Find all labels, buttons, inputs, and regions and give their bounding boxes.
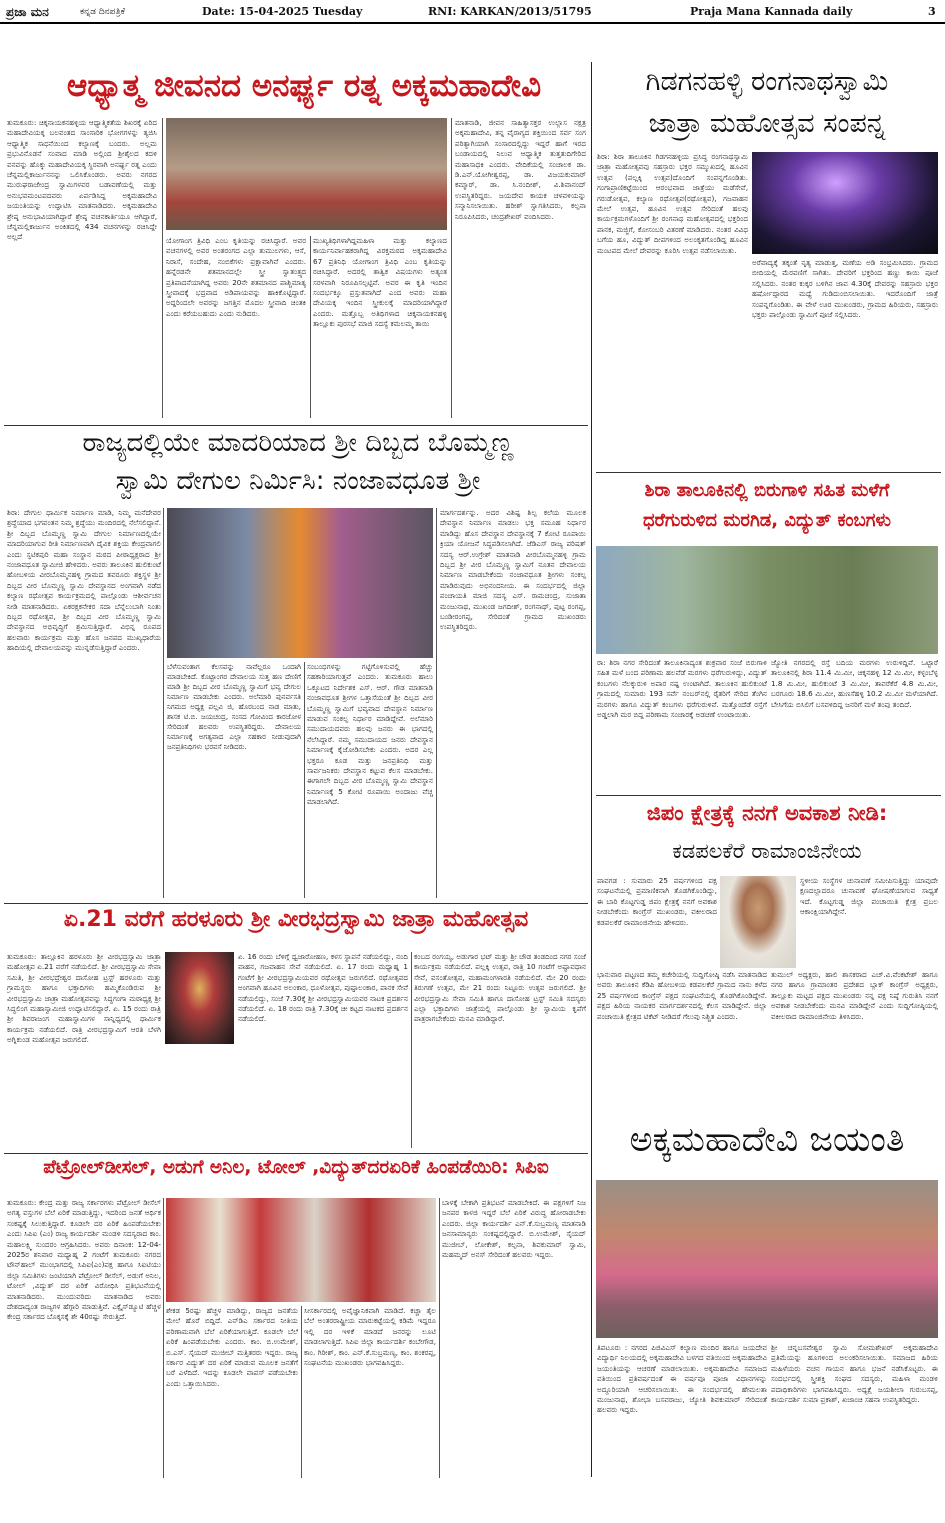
akka1-col2: ಯೋಗಾಂಗ ತ್ರಿವಿಧಿ ಎಂಬ ಕೃತಿಯನ್ನು ರಚಿಸಿದ್ದಾರೆ. ಅವರ ವಚನಗಳಲ್ಲಿ ಅವರ ಅಂತರಂಗದ ಎಲ್ಲಾ ತುಮುಲಗಳು, ಆಸೆ, ನಿರಾಸೆ, ಸಂದೇಹ, ನಂಬಿಕೆಗಳು ಪ್ರಕ್ಷಾವಾಗಿವೆ ಎಂದರು. ಹನ್ನೆರಡನೇ ಶತಮಾನದಲ್ಲೇ ಸ್ತ್ರೀ ಸ್ವಾತಂತ್ರ್ಯದ ಪ್ರತಿಪಾದನೆಯಾಗಿದ್ದ ಅವರು 20ನೇ ಶತಮಾನದ ಪಾಶ್ಚಿಮಾತ್ಯ ಸ್ತ್ರೀವಾದಕ್ಕೆ ಭದ್ರವಾದ ಅಡಿಪಾಯವನ್ನು ಹಾಕಿಕೊಟ್ಟಿದ್ದಾರೆ. ಅದ್ದರಿಂದಲೇ ಅವರನ್ನು ಜಗತ್ತಿನ ಮೊದಲ ಸ್ತ್ರೀವಾದಿ ಚಿಂತಕಿ ಎಂದು ಕರೆಯಬಹುದು ಎಂದು ನುಡಿದರು. xyxy=(166,236,306,318)
gidaga-headline-1: ಗಿಡಗನಹಳ್ಳಿ ರಂಗನಾಥಸ್ವಾಮಿ xyxy=(645,68,889,97)
dibbada-col1: ಶಿರಾ: ದೇಗುಲ ಧಾರ್ಮಿಕ ನಿರ್ಮಾಣ ಮಾಡಿ, ನಿಮ್ಮ ಮನೆದೇವರ ಶ್ರದ್ಧೆಯಾದ ಭಗವಂತನ ನಿಮ್ಮ ಶ್ರದ್ಧೆಯು ಮಂದಿರದಲ್ಲಿ ನೆಲೆಸಲಿದ್ದಾನೆ. ಶ್ರೀ ದಿಬ್ಬದ ಬೊಮ್ಮಣ್ಣ ಸ್ವಾಮಿ ದೇಗುಲ ನಿರ್ಮಾಣದಲ್ಲಿಯೇ ಮಾದರಿಯಾಗುವ ರೀತಿ ನಿರ್ಮಾಣವಾಗಿ ದೈವಿಕ ಶಕ್ತಿಯ ಕೇಂದ್ರವಾಗಲಿ ಎಂದು ಸ್ಫಟಿಕಪುರಿ ಮಹಾ ಸಂಸ್ಥಾನ ಮಠದ ಪೀಠಾಧ್ಯಕ್ಷರಾದ ಶ್ರೀ ನಂಜಾವಧೂತ ಸ್ವಾಮೀಜಿ ಹೇಳಿದರು. ಅವರು ತಾಲೂಕಿನ ಹುಲಿಕುಂಟೆ ಹೋಬಳಿಯ ವೀರಬೊಮ್ಮನಹಳ್ಳಿ ಗ್ರಾಮದ ತವರೂರು ಶಕ್ತಿಸ್ಥಳ ಶ್ರೀ ದಿಬ್ಬದ ವೀರ ಬೊಮ್ಮಣ್ಣ ಸ್ವಾಮಿ ದೇವಸ್ಥಾನದ ಅಂಗವಾಗಿ ನಡೆದ ಕಲ್ಯಾಣ ರಥೋತ್ಸವ ಕಾರ್ಯಕ್ರಮದಲ್ಲಿ ಪಾಲ್ಗೊಂಡು ಆಶೀರ್ವಚನ ನೀಡಿ ಮಾತನಾಡಿದರು. ಏಕರಕ್ಷಕನೇಕರ ಸದಾ ಬೆನ್ನೆಲುಬಾಗಿ ನಿಂತು ದಿಬ್ಬದ ರಥೋತ್ಸವ, ಶ್ರೀ ದಿಬ್ಬದ ವೀರ ಬೊಮ್ಮಣ್ಣ ಸ್ವಾಮಿ ದೇವಸ್ಥಾನದ ಅಭಿವೃದ್ಧಿಗೆ ಶ್ರಮಿಸುತ್ತಿದ್ದಾರೆ. ವಿಭಿನ್ನ ರೂಪದ ಹಲವಾರು ಕಾರ್ಯಕ್ರಮ ಮತ್ತು ಹೊಸ ಜನಪದ ಮುಖ್ಯಧಾರೆಯ ಹಾದಿಯಲ್ಲಿ ದೇವಾಲಯವನ್ನು ಮುನ್ನಡೆಸುತ್ತಿದ್ದಾರೆ ಎಂದರು. xyxy=(7,508,161,653)
akka2-col2: ಶ್ರೀ ಚನ್ನಬಸವೇಶ್ವರ ಸ್ವಾಮಿ ಸೋಮಶೇಖರ್ ಅಕ್ಕಮಹಾದೇವಿ ಪ್ರತಿಮೆಯನ್ನು ಹೂಗಳಿಂದ ಅಲಂಕರಿಸಲಾಯಿತು. ಸಮಾಜದ ಹಿರಿಯ ಮಹಿಳೆಯರು ವಚನ ಗಾಯನ ಹಾಗೂ ಭಜನೆ ನಡೆಸಿಕೊಟ್ಟರು. ಈ ಸಂದರ್ಭದಲ್ಲಿ ಸ್ತ್ರೀಶಕ್ತಿ ಸಂಘದ ಸದಸ್ಯರು, ಮಹಿಳಾ ಮಂಡಳಿ ಪದಾಧಿಕಾರಿಗಳು ಭಾಗವಹಿಸಿದ್ದರು. ಅಧ್ಯಕ್ಷೆ ಜಯಶೀಲಾ ಗುರುಬಸಪ್ಪ, ಕಾರ್ಯದರ್ಶಿ ಸುಮಾ ಪ್ರಕಾಶ್, ಖಜಾಂಚಿ ಸಹನಾ ಉಪಸ್ಥಿತರಿದ್ದರು. xyxy=(771,1343,938,1405)
veerabhadra-col1: ತುಮಕೂರು: ತಾಲ್ಲೂಕಿನ ಹರಳೂರು ಶ್ರೀ ವೀರಭದ್ರಸ್ವಾಮಿ ಜಾತ್ರಾ ಮಹೋತ್ಸವ ಏ.21 ವರೆಗೆ ನಡೆಯಲಿದೆ. ಶ್ರೀ ವೀರಭದ್ರಸ್ವಾಮಿ ಸೇವಾ ಸಮಿತಿ, ಶ್ರೀ ವೀರಭದ್ರೇಶ್ವರ ದಾಸೋಹ ಟ್ರಸ್ಟ್ ಹರಳೂರು ಮತ್ತು ಗ್ರಾಮಸ್ಥರು ಹಾಗೂ ಭಕ್ತಾದಿಗಳು ಹಮ್ಮಿಕೊಂಡಿರುವ ಶ್ರೀ ವೀರಭದ್ರಸ್ವಾಮಿ ಜಾತ್ರಾ ಮಹೋತ್ಸವವನ್ನು ಸಿದ್ಧಗಂಗಾ ಮಠಾಧ್ಯಕ್ಷ ಶ್ರೀ ಸಿದ್ಧಲಿಂಗ ಮಹಾಸ್ವಾಮೀಜಿ ಉದ್ಘಾಟಿಸಲಿದ್ದಾರೆ. ಏ. 15 ರಂದು ರಾತ್ರಿ ಶ್ರೀ ಶಿವರಾಜಂಗ ಮಹಾಸ್ವಾಮಿಗಳ ಸಾನ್ನಿಧ್ಯದಲ್ಲಿ ಧಾರ್ಮಿಕ ಕಾರ್ಯಕ್ರಮ ನಡೆಯಲಿದೆ. ರಾತ್ರಿ ವೀರಭದ್ರಸ್ವಾಮಿಗೆ ಆರತಿ ಬೆಳಗಿ ಅಗ್ನಿಕುಂಡ ಮಹೋತ್ಸವ ಜರುಗಲಿದೆ. xyxy=(7,952,161,1045)
akka1-col1: ತುಮಕೂರು: ಚಿಕ್ಕನಾಯಕನಹಳ್ಳಿಯ ಆಧ್ಯಾತ್ಮಿಕತೆಯ ಶಿಖರಕ್ಕೆ ಏರಿದ ಮಹಾದೇವಿಯಕ್ಕ ಬಲವಂತದ ಸಾಂಸಾರಿಕ ಭೋಗಗಳನ್ನು ತ್ಯಜಿಸಿ ಆಧ್ಯಾತ್ಮಿಕ ಸಾಧನೆಯಿಂದ ಕಲ್ಯಾಣಕ್ಕೆ ಬಂದರು. ಅಲ್ಲಮ ಪ್ರಭುವಿನೊಡನೆ ಸಂವಾದ ಮಾಡಿ ಅಲ್ಲಿಂದ ಶ್ರೀಶೈಲದ ಕದಳಿ ವನವನ್ನು ಹೊಕ್ಕು ಮಹಾದೇವಿಯಕ್ಕ ಸ್ಥಿರವಾಗಿ ಅನರ್ಘ್ಯ ರತ್ನ ಎಂದು ಚೆನ್ನಮಲ್ಲಿಕಾರ್ಜುನನನ್ನು ಒಲಿಸಿಕೊಂಡರು. ಅವರು ನಗರದ ಮುರುಘರಾಜೇಂದ್ರ ಸ್ವಾಮಿಗಳವರ ಬಡಾವಣೆಯಲ್ಲಿ ಮತ್ತು ಅನುಭವಮಂಟಪದವರು ಏರ್ಪಡಿಸಿದ್ದ ಅಕ್ಕಮಹಾದೇವಿ ಜಯಂತಿಯನ್ನು ಉದ್ಘಾಟಿಸಿ ಮಾತನಾಡಿದರು. ಅಕ್ಕಮಹಾದೇವಿ ಶ್ರೇಷ್ಠ ಅನುಭಾವಿಯಾಗಿದ್ದಾರೆ ಶ್ರೇಷ್ಠ ವಚನಕಾರ್ತಿಯೂ ಆಗಿದ್ದಾರೆ, ಚೆನ್ನಮಲ್ಲಿಕಾರ್ಜುನ ಅಂಕಿತದಲ್ಲಿ 434 ವಚನಗಳನ್ನು ರಚಿಸಿದ್ದೇ ಅಲ್ಲದೆ xyxy=(7,118,157,242)
shira-headline-1: ಶಿರಾ ತಾಲೂಕಿನಲ್ಲಿ ಬಿರುಗಾಳಿ ಸಹಿತ ಮಳೆಗೆ xyxy=(644,482,890,501)
akka2-headline: ಅಕ್ಕಮಹಾದೇವಿ ಜಯಂತಿ xyxy=(629,1122,905,1160)
gidaga-text-1: ಶಿರಾ: ಶಿರಾ ತಾಲೂಕಿನ ಗಿಡಗನಹಳ್ಳಿಯ ಪ್ರಸಿದ್ಧ ರಂಗನಾಥಸ್ವಾಮಿ ಜಾತ್ರಾ ಮಹೋತ್ಸವವು ಸಹಸ್ರಾರು ಭಕ್ತರ ಸಮ್ಮುಖದಲ್ಲಿ ಹೂವಿನ ಉತ್ಸವ (ಪಲ್ಲಕ್ಕಿ ಉತ್ಸವ)ದೊಂದಿಗೆ ಸಂಪನ್ನಗೊಂಡಿತು. ಗಂಗಾಪ್ರಾಣಿಕಟ್ಟೆಯಿಂದ ಆರಂಭವಾದ ಜಾತ್ರೆಯು ಮಡೆಸೇವೆ, ಗರುಡೋತ್ಸವ, ಕಲ್ಯಾಣ ರಥೋತ್ಸವ(ರಥೋತ್ಸವ), ಗಜವಾಹನ ಮೇಲೆ ಉತ್ಸವ, ಹೂವಿನ ಉತ್ಸವ ಸೇರಿದಂತೆ ಹಲವು ಕಾರ್ಯಕ್ರಮಗಳೊಂದಿಗೆ ಶ್ರೀ ರಂಗನಾಥ ಮಹೋತ್ಸವದಲ್ಲಿ ಭಕ್ತರಿಂದ ಪಾನಕ, ಮಜ್ಜಿಗೆ, ಕೋಸಂಬರಿ ವಿತರಣೆ ಮಾಡಿದರು. ನಂತರ ವಿವಿಧ ಬಗೆಯ ಹೂ, ವಿದ್ಯುತ್ ದೀಪಗಳಿಂದ ಅಲಂಕೃತಗೊಂಡಿದ್ದ ಹೂವಿನ ಮಂಟಪದ ಮೇಲೆ ದೇವರನ್ನು ಕೂರಿಸಿ ಉತ್ಸವ ನಡೆಸಲಾಯಿತು. xyxy=(597,152,748,255)
shira-text-2: ಜ್ಯೋತಿ ನಗರದಲ್ಲಿ ರಸ್ತೆ ಬದಿಯ ಮರಗಳು ಉರುಳಿದ್ದಿವೆ. ಒಟ್ಟಾರೆ ತಾಲೂಕಿನಲ್ಲಿ ಶಿರಾ 11.4 ಮಿ.ಮೀ, ಚಿಕ್ಕನಹಳ್ಳಿ 12 ಮಿ.ಮೀ, ಕಳ್ಳಂಬೆಳ್ಳ 1.8 ಮಿ.ಮೀ, ಹುಲಿಕುಂಟೆ 3 ಮಿ.ಮೀ, ತಾವರೆಕೆರೆ 4.8 ಮಿ.ಮೀ, ಬರಗೂರು 18.6 ಮಿ.ಮೀ, ಹುಣಸೆಹಳ್ಳಿ 10.2 ಮಿ.ಮೀ ಮಳೆಯಾಗಿದೆ. ಬೇಸಿಗೆಯ ಬಿಸಿಲಿಗೆ ಬಸವಳಿದಿದ್ದ ಜನರಿಗೆ ಮಳೆ ತಂಪು ತಂದಿದೆ. xyxy=(771,658,938,709)
dibbada-photo xyxy=(167,508,433,658)
shira-photo xyxy=(596,546,938,654)
cpi-col1: ತುಮಕೂರು: ಕೇಂದ್ರ ಮತ್ತು ರಾಜ್ಯ ಸರ್ಕಾರಗಳು ಪೆಟ್ರೋಲ್ ಡೀಸೆಲ್ ಅಗತ್ಯ ವಸ್ತುಗಳ ಬೆಲೆ ಏರಿಕೆ ಮಾಡುತ್ತಿದ್ದು, ಇದರಿಂದ ಜನತೆ ಆರ್ಥಿಕ ಸಂಕಷ್ಟಕ್ಕೆ ಸಿಲುಕುತ್ತಿದ್ದಾರೆ. ಕೂಡಲೇ ದರ ಏರಿಕೆ ಹಿಂಪಡೆಯಬೇಕು ಎಂದು ಸಿಪಿಐ (ಎಂ) ರಾಜ್ಯ ಕಾರ್ಯದರ್ಶಿ ಮಂಡಳಿ ಸದಸ್ಯರಾದ ಕಾಂ. ಮಹಾಲಕ್ಷ್ಮಿ ಸುಂದರಂ ಆಗ್ರಹಿಸಿದರು. ಅವರು ದಿನಾಂಕ: 12-04-2025ರ ಶನಿವಾರ ಮಧ್ಯಾಹ್ನ 2 ಗಂಟೆಗೆ ತುಮಕೂರು ನಗರದ ಟೌನ್‌ಹಾಲ್ ಮುಂಭಾಗದಲ್ಲಿ ಸಿಪಿಐ(ಎಂ)ಪಕ್ಷ ಹಾಗೂ ಸಿಐಟಿಯು ಜಿಲ್ಲಾ ಸಮಿತಿಗಳು ಜಂಟಿಯಾಗಿ ಪೆಟ್ರೋಲ್ ಡೀಸೆಲ್, ಅಡುಗೆ ಅನಿಲ, ಟೋಲ್ ,ವಿದ್ಯುತ್ ದರ ಏರಿಕೆ ವಿರೋಧಿಸಿ ಪ್ರತಿಭಟನೆಯಲ್ಲಿ ಮಾತನಾಡಿದರು. ಮುಂದುವರಿದು ಮಾತನಾಡಿದ ಅವರು ದೇಶದಾದ್ಯಂತ ರಾಜ್ಯಗಳ ಹೆಗ್ಗಾರಿ ಮಾಡುತ್ತಿವೆ. ಎಕ್ಸೈಸ್‌ಡ್ಯೂಟಿ ಹೆಚ್ಚಳ ಕೇಂದ್ರ ಸರ್ಕಾರದ ಬೊಕ್ಕಸಕ್ಕೆ ಶೇ 40ರಷ್ಟು ಸೇರುತ್ತಿದೆ. xyxy=(7,1198,161,1322)
page-number: 3 xyxy=(928,5,936,18)
akka1-col4: ಮಾತನಾಡಿ, ಜೀವನ ಸಾಹಿತ್ಯಾಸಕ್ತರ ಉಲ್ಲಾಸ ನಕ್ಷತ್ರ ಅಕ್ಕಮಹಾದೇವಿ, ತನ್ನ ವೈರಾಗ್ಯದ ಶಕ್ತಿಯಿಂದ ಸರ್ವ ಸಂಗ ಪರಿತ್ಯಾಗಿಯಾಗಿ ಸಂಸಾರದಲ್ಲಿದ್ದು ಇದ್ದರೆ ಹಾಗೆ ಇರದ ಬಂಡಾಯದಲ್ಲಿ ನಿಲುವ ಆಧ್ಯಾತ್ಮಿಕ ತುತ್ತತುದಿಗೇರಿದ ಮಹಾಸಾಧಕಿ ಎಂದರು. ವೇದಿಕೆಯಲ್ಲಿ ಸಂಚಾಲಕ ಡಾ. ಡಿ.ಎನ್.ಯೋಗೀಶ್ವರಪ್ಪ, ಡಾ. ವಿಜಯಕುಮಾರ್ ಕಮ್ಮಾರ್, ಡಾ. ಸಿ.ನಂದೀಶ್, ವಿ.ಶಿವಾನಂದ್ ಉಪಸ್ಥಿತರಿದ್ದರು. ಜಯದೇವ ಕಾಯಕ ಚಳವಳಿಯನ್ನು ಸನ್ಮಾನಿಸಲಾಯಿತು. ಹರೀಶ್ ಸ್ವಾಗತಿಸಿದರು, ಕಲ್ಪನಾ ನಿರೂಪಿಸಿದರು, ಚಂದ್ರಶೇಖರ್ ವಂದಿಸಿದರು. xyxy=(455,118,586,221)
cpi-photo xyxy=(166,1198,436,1302)
akka1-col3: ಮುಖ್ಯತಿಥಿಗಳಾಗಿದ್ದಮಹಿಳಾ ಮತ್ತು ಕಲ್ಯಾಣದ ಕಾರ್ಯನಿರ್ವಾಹಕರಾಗಿದ್ದ ವಿರಕ್ತಮಠದ ಅಕ್ಕಮಹಾದೇವಿ 67 ಪ್ರತಿನಿಧಿ ಯೋಗಾಂಗ ತ್ರಿವಿಧಿ ಎಂಬ ಕೃತಿಯನ್ನು ರಚಿಸಿದ್ದಾರೆ. ಅದರಲ್ಲಿ ತಾತ್ವಿಕ ವಿಷಯಗಳು ಅತ್ಯಂತ ಸರಳವಾಗಿ ನಿರೂಪಿಸಲ್ಪಟ್ಟಿವೆ. ಅವರ ಈ ಕೃತಿ ಇಂದಿನ ಸಂದರ್ಭಕ್ಕೂ ಪ್ರಸ್ತುತವಾಗಿದೆ ಎಂದ ಅವರು ಮಹಾ ದೇವಿಯಕ್ಕ ಇಂದಿನ ಸ್ತ್ರೀಕುಲಕ್ಕೆ ಮಾದರಿಯಾಗಿದ್ದಾರೆ ಎಂದರು. ಮತ್ತೊಬ್ಬ ಅತಿಥಿಗಳಾದ ಚಿಕ್ಕನಾಯಕನಹಳ್ಳಿ ತಾಲ್ಲೂಕು ಪುರಸಭೆ ಮಾಜಿ ಸದಸ್ಯೆ ಕಮಲಮ್ಮ ತಾಯಿ xyxy=(313,236,447,329)
akka1-headline: ಆಧ್ಯಾತ್ಮ ಜೀವನದ ಅನರ್ಘ್ಯ ರತ್ನ ಅಕ್ಕಮಹಾದೇವಿ xyxy=(66,70,542,104)
jipam-headline-2: ಕಡಪಲಕೆರೆ ರಾಮಾಂಜಿನೇಯ xyxy=(672,840,862,863)
dibbada-headline-1: ರಾಜ್ಯದಲ್ಲಿಯೇ ಮಾದರಿಯಾದ ಶ್ರೀ ದಿಬ್ಬದ ಬೊಮ್ಮಣ್ಣ xyxy=(82,430,514,458)
date: Date: 15-04-2025 Tuesday xyxy=(202,5,363,18)
tagline: ಕನ್ನಡ ದಿನಪತ್ರಿಕೆ xyxy=(80,7,126,17)
gidaga-photo xyxy=(752,152,938,254)
akka2-photo xyxy=(596,1180,938,1338)
cpi-col4: ಬಾಳಕ್ಕೆ ಬೇಕಾಗಿ ಪ್ರತಿಭಟನೆ ಮಾಡಬೇಕಿದೆ. ಈ ಪಕ್ಷಗಳಿಗೆ ನಿಜ ಜನಪರ ಕಾಳಜಿ ಇದ್ದರೆ ಬೆಲೆ ಏರಿಕೆ ವಿರುದ್ಧ ಹೋರಾಡಬೇಕು ಎಂದರು. ಜಿಲ್ಲಾ ಕಾರ್ಯದರ್ಶಿ ಎನ್.ಕೆ.ಸುಬ್ರಮಣ್ಯ ಮಾತನಾಡಿ ಜನಸಾಮಾನ್ಯರು ಸಂಕಷ್ಟದಲ್ಲಿದ್ದಾರೆ. ಬಿ.ಉಮೇಶ್, ಸೈಯದ್ ಮುಜೀಬ್, ಲೋಕೇಶ್, ಕಲ್ಪನಾ, ಶಿವಕುಮಾರ್ ಸ್ವಾಮಿ, ಮಹಮ್ಮದ್ ಅನಸ್ ಸೇರಿದಂತೆ ಹಲವರು ಇದ್ದರು. xyxy=(442,1198,586,1260)
dibbada-col3: ಮಾರ್ಗದರ್ಶನ್ನು. ಅದರ ವಿಶಿಷ್ಟ ಶಿಲ್ಪ ಕಲೆಯ ಮೂಲಕ ದೇವಸ್ಥಾನ ನಿರ್ಮಾಣ ಮಾಡಲು ಭಕ್ತ ಸಮೂಹ ನಿರ್ಧಾರ ಮಾಡಿದ್ದು ಹೊಸ ದೇವಸ್ಥಾನ ದೇವಸ್ಥಾನಕ್ಕೆ 7 ಕೋಟಿ ರೂಪಾಯಿ ಕ್ರಿಯಾ ಯೋಜನೆ ಸಿದ್ಧಪಡಿಸಲಾಗಿದೆ. ಜೆಡಿಎಸ್ ರಾಜ್ಯ ಪರಿಷತ್ ಸದಸ್ಯ ಆರ್.ಉಗ್ರೇಶ್ ಮಾತನಾಡಿ ವೀರಬೊಮ್ಮನಹಳ್ಳಿ ಗ್ರಾಮ ದಿಬ್ಬದ ಶ್ರೀ ವೀರ ಬೊಮ್ಮಣ್ಣ ಸ್ವಾಮಿಗೆ ನೂತನ ದೇವಾಲಯ ನಿರ್ಮಾಣ ಮಾಡಬೇಕೆಂದು ನಂಜಾವಧೂತ ಶ್ರೀಗಳು ಸಂಕಲ್ಪ ಮಾಡಿರುವುದು ಅಭಿನಂದನೀಯ. ಈ ಸಂದರ್ಭದಲ್ಲಿ ಜಿಲ್ಲಾ ಪಂಚಾಯತಿ ಮಾಜಿ ಸದಸ್ಯ ಎಸ್. ರಾಮಚಂದ್ರ, ಸುಜಾತಾ ಮಂಜುನಾಥ, ಮುಖಂಡ ಜಗದೀಶ್, ರಂಗನಾಥ್, ಪುಟ್ಟ ರಂಗಪ್ಪ, ಬಂಡೀರಂಗಪ್ಪ, ಸೇರಿದಂತೆ ಗ್ರಾಮದ ಮುಖಂಡರು ಉಪಸ್ಥಿತರಿದ್ದರು. xyxy=(440,508,586,632)
cpi-col3: ಸೀಸರ್ಕಾರದಲ್ಲಿ ಅವೈಜ್ಞಾನಿಕವಾಗಿ ಮಾಡಿದೆ. ಕಚ್ಚಾ ತೈಲ ಬೆಲೆ ಅಂತರರಾಷ್ಟ್ರೀಯ ಮಾರುಕಟ್ಟೆಯಲ್ಲಿ ಕಡಿಮೆ ಇದ್ದರೂ ಇಲ್ಲಿ ದರ ಇಳಿಕೆ ಮಾಡದೆ ಜನರನ್ನು ಲೂಟಿ ಮಾಡಲಾಗುತ್ತಿದೆ. ಸಿಪಿಐ ಜಿಲ್ಲಾ ಕಾರ್ಯದರ್ಶಿ ಕಂಬೇಗೌಡ, ಕಾಂ. ಗಿರೀಶ್, ಕಾಂ. ಎನ್.ಕೆ.ಸುಬ್ರಮಣ್ಯ, ಕಾಂ. ಶಂಕರಪ್ಪ, ಸಂಘಟನೆಯ ಮುಖಂಡರು ಭಾಗವಹಿಸಿದ್ದರು. xyxy=(304,1306,436,1368)
shira-text-1: ರಾ: ಶಿರಾ ನಗರ ಸೇರಿದಂತೆ ತಾಲೂಕಿನಾದ್ಯಂತ ಶುಕ್ರವಾರ ಸಂಜೆ ಬಿರುಗಾಳಿ ಸಹಿತ ಮಳೆ ಬಂದ ಪರಿಣಾಮ ಹಲವೆಡೆ ಮರಗಳು ಧರೆಗುರುಳಿದ್ದು, ವಿದ್ಯುತ್ ಕಂಬಗಳು ನೆಲಕ್ಕುರುಳಿ ಅಪಾರ ನಷ್ಟ ಉಂಟಾಗಿದೆ. ತಾಲೂಕಿನ ಹುಲಿಕುಂಟೆ ಗ್ರಾಮದಲ್ಲಿ ಸುಮಾರು 193 ಸರ್ವೆ ನಂಬರ್‌ನಲ್ಲಿ ರೈತರಿಗೆ ಸೇರಿದ ತೆಂಗಿನ ಮರಗಳು ಹಾಗೂ ವಿದ್ಯುತ್ ಕಂಬಗಳು ಧರೆಗುರುಳಿವೆ. ಮತ್ತೊಂದೆಡೆ ರಸ್ತೆಗೆ ಅಡ್ಡಲಾಗಿ ಮರ ಬಿದ್ದ ಪರಿಣಾಮ ಸಂಚಾರಕ್ಕೆ ಅಡಚಣೆ ಉಂಟಾಯಿತು. xyxy=(597,658,767,720)
veerabhadra-headline: ಏ.21 ವರೆಗೆ ಹರಳೂರು ಶ್ರೀ ವೀರಭದ್ರಸ್ವಾಮಿ ಜಾತ್ರಾ ಮಹೋತ್ಸವ xyxy=(63,908,529,932)
dibbada-caption: ಬೆಳೆಸುವಂತಾಗ ಕೆಲಸವನ್ನು ನಾವೆಲ್ಲರೂ ಒಂದಾಗಿ ಮಾಡಬೇಕಿದೆ. ಕೊಟ್ಟಾಂಗರ ದೇವಾಲಯ ಸುತ್ತ ಹಣ ದೇಣಿಗೆ ಮಾಡಿ ಶ್ರೀ ದಿಬ್ಬದ ವೀರ ಬೊಮ್ಮಣ್ಣ ಸ್ವಾಮಿಗೆ ಭವ್ಯ ದೇಗುಲ ನಿರ್ಮಾಣ ಮಾಡಬೇಕು ಎಂದರು. ಅಲೆಮಾರಿ ಪುನರ್ವಸತಿ ನಿಗಮದ ಅಧ್ಯಕ್ಷ ಪಲ್ಲವಿ ಜಿ, ಹೊರಬಂದ ನಾಡ ಮಾತು, ಶಾಸಕ ಟಿ.ಬಿ. ಜಯಚಂದ್ರ, ಸಂಸದ ಗೋವಿಂದ ಕಾರಜೋಳ ಸೇರಿದಂತೆ ಹಲವರು ಉಪಸ್ಥಿತರಿದ್ದರು. ದೇವಾಲಯ ನಿರ್ಮಾಣಕ್ಕೆ ಅಗತ್ಯವಾದ ಎಲ್ಲಾ ಸಹಕಾರ ನೀಡುವುದಾಗಿ ಜನಪ್ರತಿನಿಧಿಗಳು ಭರವಸೆ ನೀಡಿದರು. xyxy=(167,663,301,751)
shira-headline-2: ಧರೆಗುರುಳಿದ ಮರಗಿಡ, ವಿದ್ಯುತ್ ಕಂಬಗಳು xyxy=(643,512,891,531)
gidaga-text-2: ಅರೆವಾದ್ಯಕ್ಕೆ ತಕ್ಕಂತೆ ನೃತ್ಯ ಮಾಡುತ್ತ, ಮಣೆಯ ಅಡಿ ಸಂಭ್ರಮಿಸಿದರು. ಗ್ರಾಮದ ಬೀದಿಯಲ್ಲಿ ಮೆರವಣಿಗೆ ಸಾಗಿತು. ದೇವರಿಗೆ ಭಕ್ತರಿಂದ ಹಣ್ಣು ಕಾಯಿ ಪೂಜೆ ಸಲ್ಲಿಸಿದರು. ನಂತರ ಕುಕ್ಕರ ಬಳಿಗಿನ ಜಾವ 4.30ಕ್ಕೆ ದೇವರನ್ನು ಸಹಸ್ರಾರು ಭಕ್ತರ ಹರ್ಷೋದ್ಗಾರದ ಮಧ್ಯೆ ಗುಡಿದುಂಬಿಸಲಾಯಿತು. ಇದರೊಂದಿಗೆ ಜಾತ್ರೆ ಸಂಪನ್ನಗೊಂಡಿತು. ಈ ವೇಳೆ ಊರ ಮುಖಂಡರು, ಗ್ರಾಮದ ಹಿರಿಯರು, ಸಹಸ್ರಾರು ಭಕ್ತರು ಪಾಲ್ಗೊಂಡು ಸ್ವಾಮಿಗೆ ಪೂಜೆ ಸಲ್ಲಿಸಿದರು. xyxy=(752,258,938,320)
jipam-text-right: ಸ್ಥಳೀಯ ಸಂಸ್ಥೆಗಳ ಚುನಾವಣೆ ಸಮೀಪಿಸುತ್ತಿದ್ದು ಯಾವುದೇ ಕ್ಷಣದಲ್ಲಾದರೂ ಚುನಾವಣೆ ಘೋಷಣೆಯಾಗುವ ಸಾಧ್ಯತೆ ಇದೆ. ಕೊಟ್ಟಗುಡ್ಡ ಜಿಲ್ಲಾ ಪಂಚಾಯಿತಿ ಕ್ಷೇತ್ರ ಪ್ರಬಲ ಆಕಾಂಕ್ಷಿಯಾಗಿದ್ದೇನೆ. xyxy=(800,876,938,917)
cpi-col2: ಶೇಕಡ 5ರಷ್ಟು ಹೆಚ್ಚಳ ಮಾಡಿದ್ದು, ರಾಜ್ಯದ ಜನತೆಯ ಮೇಲೆ ಹೊರೆ ಬಿದ್ದಿದೆ. ಎನ್‌ಡಿಎ ಸರ್ಕಾರದ ನೀತಿಯ ಪರಿಣಾಮವಾಗಿ ಬೆಲೆ ಏರಿಕೆಯಾಗುತ್ತಿದೆ. ಕೂಡಲೇ ಬೆಲೆ ಏರಿಕೆ ಹಿಂಪಡೆಯಬೇಕು ಎಂದರು. ಕಾಂ. ಬಿ.ಉಮೇಶ್, ಬಿ.ಎಸ್. ಸೈಯದ್ ಮುಜೀಬ್ ಮತ್ತಿತರರು ಇದ್ದರು. ರಾಜ್ಯ ಸರ್ಕಾರ ವಿದ್ಯುತ್ ದರ ಏರಿಕೆ ಮಾಡುವ ಮೂಲಕ ಜನತೆಗೆ ಬರೆ ಎಳೆದಿದೆ. ಇದನ್ನು ಕೂಡಲೇ ವಾಪಸ್ ಪಡೆಯಬೇಕು ಎಂದು ಒತ್ತಾಯಿಸಿದರು. xyxy=(166,1306,298,1388)
akka2-col1: ತಿಪಟೂರು : ನಗರದ ಪಿಜಿವಿಎಸ್ ಕಲ್ಯಾಣ ಮಂದಿರ ಹಾಗೂ ಜಯದೇವ ವಿದ್ಯಾರ್ಥಿ ನಿಲಯದಲ್ಲಿ ಅಕ್ಕಮಹಾದೇವಿ ಬಳಗದ ವತಿಯಿಂದ ಅಕ್ಕಮಹಾದೇವಿ ಜಯಂತಿಯನ್ನು ಆಚರಣೆ ಮಾಡಲಾಯಿತು. ಅಕ್ಕಮಹಾದೇವಿ ಸಮಾಜದ ವತಿಯಿಂದ ಪ್ರತಿವರ್ಷದಂತೆ ಈ ವರ್ಷವೂ ಪೂಜಾ ವಿಧಾನಗಳನ್ನು ಅದ್ದೂರಿಯಾಗಿ ಆಚರಿಸಲಾಯಿತು. ಈ ಸಂದರ್ಭದಲ್ಲಿ ಹೇಮಲತಾ ಮಂಜುನಾಥ, ಶೋಭಾ ಬಸವರಾಜು, ಜ್ಯೋತಿ ಶಿವಕುಮಾರ್ ಸೇರಿದಂತೆ ಹಲವರು ಇದ್ದರು. xyxy=(597,1343,767,1415)
dibbada-headline-2: ಸ್ವಾಮಿ ದೇಗುಲ ನಿರ್ಮಿಸಿ: ನಂಜಾವಧೂತ ಶ್ರೀ xyxy=(115,468,481,496)
veerabhadra-photo xyxy=(165,952,234,1044)
logo: ಪ್ರಜಾ ಮನ xyxy=(6,5,49,19)
cpi-headline: ಪೆಟ್ರೋಲ್‌ಡೀಸಲ್, ಅಡುಗೆ ಅನಿಲ, ಟೋಲ್ ,ವಿದ್ಯುತ್‌ದರಏರಿಕೆ ಹಿಂಪಡೆಯಿರಿ: ಸಿಪಿಐ xyxy=(43,1158,549,1178)
gidaga-headline-2: ಜಾತ್ರಾ ಮಹೋತ್ಸವ ಸಂಪನ್ನ xyxy=(648,110,886,139)
akka1-photo xyxy=(166,118,447,230)
jipam-text-3: ತುಮುಲ್ ಅಧ್ಯಕ್ಷರು, ಹಾಲಿ ಶಾಸಕರಾದ ಎಚ್.ವಿ.ವೆಂಕಟೇಶ್ ಹಾಗೂ ನಗರ ಹಾಗೂ ಗ್ರಾಮಾಂತರ ಪ್ರದೇಶದ ಬ್ಲಾಕ್ ಕಾಂಗ್ರೆಸ್ ಅಧ್ಯಕ್ಷರು, ತಾಲ್ಲೂಕು ಮಟ್ಟದ ಪಕ್ಷದ ಮುಖಂಡರು ನನ್ನ ಪಕ್ಷ ನಿಷ್ಠೆ ಗುರುತಿಸಿ ನನಗೆ ಅವಕಾಶ ನೀಡಬೇಕೆಂದು ಮನವಿ ಮಾಡಿದ್ದೇನೆ ಎಂದು ಸುದ್ದಿಗೋಷ್ಠಿಯಲ್ಲಿ ವಕೀಲರಾದ ರಾಮಾಂಜಿನೇಯ ತಿಳಿಸಿದರು. xyxy=(771,970,938,1021)
jipam-text-1: ಪಾವಗಡ : ಸುಮಾರು 25 ವರ್ಷಗಳಿಂದ ಪಕ್ಷ ಸಂಘಟನೆಯಲ್ಲಿ ಪ್ರಮಾಣಿಕನಾಗಿ ತೊಡಗಿಕೊಂಡಿದ್ದು, ಈ ಬಾರಿ ಕೊಟ್ಟಗುಡ್ಡ ಜಿಪಂ ಕ್ಷೇತ್ರಕ್ಕೆ ನನಗೆ ಅವಕಾಶ ನೀಡಬೇಕೆಂದು ಕಾಂಗ್ರೆಸ್ ಮುಖಂಡರು, ವಕೀಲರಾದ ಕಡಪಲಕೆರೆ ರಾಮಾಂಜಿನೇಯ ಹೇಳಿದರು. xyxy=(597,876,717,927)
jipam-headline-1: ಜಿಪಂ ಕ್ಷೇತ್ರಕ್ಕೆ ನನಗೆ ಅವಕಾಶ ನೀಡಿ: xyxy=(646,802,888,825)
rni: RNI: KARKAN/2013/51795 xyxy=(428,5,592,18)
dibbada-col2: ಸಂಬಂಧಗಳನ್ನು ಗಟ್ಟಿಗೊಳಿಸುವಲ್ಲಿ ಹೆಚ್ಚು ಸಹಕಾರಿಯಾಗುತ್ತವೆ ಎಂದರು. ತುಮಕೂರು ಹಾಲು ಒಕ್ಕೂಟದ ನಿರ್ದೇಶಕ ಎಸ್. ಆರ್. ಗೌಡ ಮಾತನಾಡಿ ನಂಜಾವಧೂತ ಶ್ರೀಗಳ ಒತ್ತಾಸೆಯಂತೆ ಶ್ರೀ ದಿಬ್ಬದ ವೀರ ಬೊಮ್ಮಣ್ಣ ಸ್ವಾಮಿಗೆ ಭವ್ಯವಾದ ದೇವಸ್ಥಾನ ನಿರ್ಮಾಣ ಮಾಡುವ ಸಂಕಲ್ಪ ನಿರ್ಧಾರ ಮಾಡಿದ್ದೇವೆ. ಅಲೆಮಾರಿ ಸಮುದಾಯದವರು ಹಲವು ಜನರು ಈ ಭಾಗದಲ್ಲಿ ನೆಲೆಸಿದ್ದಾರೆ. ನಮ್ಮ ಸಮುದಾಯದ ಜನರು ದೇವಸ್ಥಾನ ನಿರ್ಮಾಣಕ್ಕೆ ಕೈಜೋಡಿಸಬೇಕು ಎಂದರು. ಅದರ ಎಲ್ಲ ಭಕ್ತರೂ ಕೂಡ ಮತ್ತು ಜನಪ್ರತಿನಿಧಿ ಮತ್ತು ಸಾರ್ವಜನಿಕರು ದೇವಸ್ಥಾನ ಕಟ್ಟುವ ಕೆಲಸ ಮಾಡಬೇಕು. ಈಗಾಗಲೇ ದಿಬ್ಬದ ವೀರ ಬೊಮ್ಮಣ್ಣ ಸ್ವಾಮಿ ದೇವಸ್ಥಾನ ನಿರ್ಮಾಣಕ್ಕೆ 5 ಕೋಟಿ ರೂಪಾಯಿ ಅಂದಾಜು ವೆಚ್ಚ ಮಾಡಲಾಗಿದೆ. xyxy=(307,662,433,807)
masthead xyxy=(0,0,945,24)
veerabhadra-col3: ಕಂಬದ ರಂಗಯ್ಯ, ಅಡುಗಾರ ಭಟ್ ಮತ್ತು ಶ್ರೀ ಚೌಡ ತಂಡದಿಂದ ನಗರ ಸಂಜೆ ಕಾರ್ಯಕ್ರಮ ನಡೆಯಲಿದೆ. ಪಲ್ಲಕ್ಕಿ ಉತ್ಸವ, ರಾತ್ರಿ 10 ಗಂಟೆಗೆ ಅಷ್ಟಾವಧಾನ ಸೇವೆ, ವಸಂತೋತ್ಸವ, ಮಹಾಮಂಗಳಾರತಿ ನಡೆಯಲಿದೆ. ಮೇ 20 ರಂದು ತಿರುಗಣೆ ಉತ್ಸವ, ಮೇ 21 ರಂದು ನಿಟ್ಟೂರು ಉತ್ಸವ ಜರುಗಲಿದೆ. ಶ್ರೀ ವೀರಭದ್ರಸ್ವಾಮಿ ಸೇವಾ ಸಮಿತಿ ಹಾಗೂ ದಾಸೋಹ ಟ್ರಸ್ಟ್ ಸಮಿತಿ ಸದಸ್ಯರು ಎಲ್ಲಾ ಭಕ್ತಾದಿಗಳು ಜಾತ್ರೆಯಲ್ಲಿ ಪಾಲ್ಗೊಂಡು ಶ್ರೀ ಸ್ವಾಮಿಯ ಕೃಪೆಗೆ ಪಾತ್ರರಾಗಬೇಕೆಂದು ಮನವಿ ಮಾಡಿದ್ದಾರೆ. xyxy=(414,952,586,1024)
paper-name: Praja Mana Kannada daily xyxy=(690,5,853,18)
jipam-photo xyxy=(720,876,796,968)
jipam-text-2: ಭಾನುವಾರ ಪಟ್ಟಣದ ತಮ್ಮ ಕಚೇರಿಯಲ್ಲಿ ಸುದ್ದಿಗೋಷ್ಠಿ ನಡೆಸಿ ಮಾತನಾಡಿದ ಅವರು ತಾಲೂಕಿನ ಕೆಡಿಪಿ ಹೋಬಳಿಯ ಕಡಪಲಕೆರೆ ಗ್ರಾಮದ ನಾನು ಕಳೆದ 25 ವರ್ಷಗಳಿಂದ ಕಾಂಗ್ರೆಸ್ ಪಕ್ಷದ ಸಂಘಟನೆಯಲ್ಲಿ ತೊಡಗಿಕೊಂಡಿದ್ದೇನೆ. ಪಕ್ಷದ ಹಿರಿಯ ನಾಯಕರ ಮಾರ್ಗದರ್ಶನದಲ್ಲಿ ಕೆಲಸ ಮಾಡಿದ್ದೇನೆ. ಜಿಲ್ಲಾ ಪಂಚಾಯಿತಿ ಕ್ಷೇತ್ರದ ಟಿಕೆಟ್ ನೀಡಿದರೆ ಗೆಲುವು ನಿಶ್ಚಿತ ಎಂದರು. xyxy=(597,970,767,1021)
veerabhadra-col2: ಏ. 16 ರಂದು ಬೆಳಿಗ್ಗೆ ಧ್ವಜಾರೋಹಣ, ಕಳಸ ಸ್ಥಾಪನೆ ನಡೆಯಲಿದ್ದು, ನಂದಿ ವಾಹನ, ಗಜವಾಹನ ಸೇವೆ ನಡೆಯಲಿದೆ. ಏ. 17 ರಂದು ಮಧ್ಯಾಹ್ನ 1 ಗಂಟೆಗೆ ಶ್ರೀ ವೀರಭದ್ರಸ್ವಾಮಿಯವರ ರಥೋತ್ಸವ ಜರುಗಲಿದೆ. ರಥೋತ್ಸವದ ಅಂಗವಾಗಿ ಹೂವಿನ ಅಲಂಕಾರ, ಧೂಳೋತ್ಸವ, ಪುಷ್ಪಾಲಂಕಾರ, ಪಾನಕ ಸೇವೆ ನಡೆಯಲಿದ್ದು, ಸಂಜೆ 7.30ಕ್ಕೆ ಶ್ರೀ ವೀರಭದ್ರಸ್ವಾಮಿಯವರ ನಾಟಕ ಪ್ರದರ್ಶನ ನಡೆಯಲಿದೆ. ಏ. 18 ರಂದು ರಾತ್ರಿ 7.30ಕ್ಕೆ ಚೀ ಕಟ್ಟದ ನಾಟಕದ ಪ್ರದರ್ಶನ ನಡೆಯಲಿದೆ. xyxy=(238,952,408,1024)
